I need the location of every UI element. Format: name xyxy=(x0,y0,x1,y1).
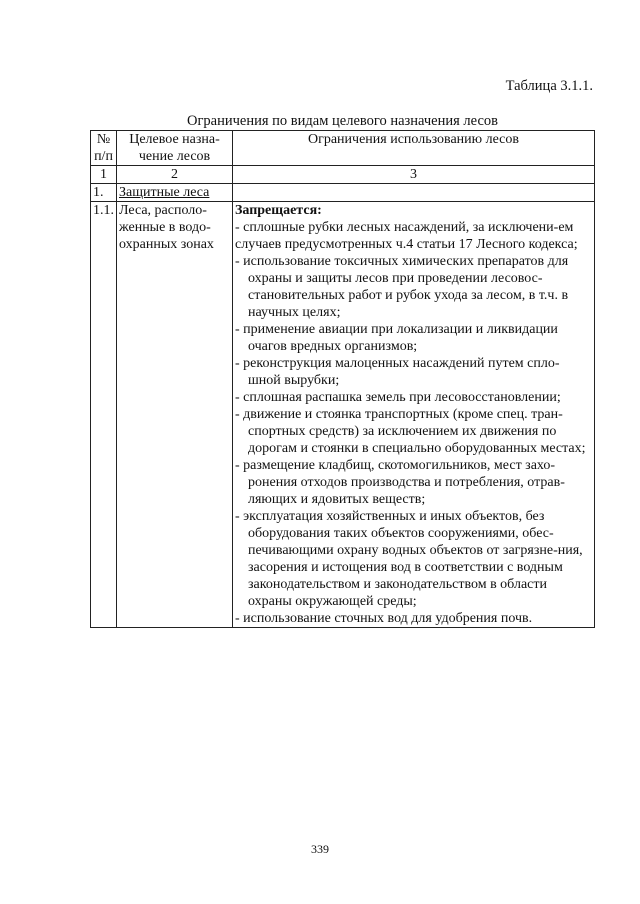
header-purpose: Целевое назна-чение лесов xyxy=(117,131,233,166)
restriction-item: - эксплуатация хозяйственных и иных объектов, без оборудования таких объектов сооружениями, обес-печивающими охрану водных объектов от загрязне-ния, засорения и истощения вод в соответствии с водным законодательством и законодательством в области охраны окружающей среды; xyxy=(235,509,583,609)
restriction-item: - сплошная распашка земель при лесовосстановлении; xyxy=(235,390,561,405)
restriction-item: - размещение кладбищ, скотомогильников, мест захо-ронения отходов производства и потребления, отрав-ляющих и ядовитых веществ; xyxy=(235,458,565,507)
header-restrictions: Ограничения использованию лесов xyxy=(233,131,595,166)
row-restrictions xyxy=(233,202,595,628)
header-number: № п/п xyxy=(91,131,117,166)
table-number: Таблица 3.1.1. xyxy=(505,78,593,94)
page-number: 339 xyxy=(311,842,329,856)
forbidden-heading: Запрещается: xyxy=(235,203,322,218)
restriction-item: - использование токсичных химических препаратов для охраны и защиты лесов при проведении лесовос-становительных работ и рубок ухода за лесом, в т.ч. в научных целях; xyxy=(235,254,569,320)
restriction-item: - реконструкция малоценных насаждений путем спло-шной вырубки; xyxy=(235,356,560,388)
column-index-3: 3 xyxy=(233,166,595,184)
table-header-row xyxy=(91,131,595,166)
table-row xyxy=(91,202,595,628)
section-row xyxy=(91,184,595,202)
restrictions-table xyxy=(90,130,595,628)
restriction-item: - движение и стоянка транспортных (кроме спец. тран-спортных средств) за исключением их движения по дорогам и стоянки в специально оборудованных местах; xyxy=(235,407,586,456)
restriction-item: - сплошные рубки лесных насаждений, за исключени-ем случаев предусмотренных ч.4 статьи 17 Лесного кодекса; xyxy=(235,220,578,252)
section-number: 1. xyxy=(91,184,117,202)
column-index-1: 1 xyxy=(91,166,117,184)
column-index-2: 2 xyxy=(117,166,233,184)
section-title: Защитные леса xyxy=(117,184,233,202)
restriction-item: - применение авиации при локализации и ликвидации очагов вредных организмов; xyxy=(235,322,558,354)
column-index-row xyxy=(91,166,595,184)
row-number: 1.1. xyxy=(91,202,117,628)
restriction-item: - использование сточных вод для удобрения почв. xyxy=(235,611,533,626)
section-empty-cell xyxy=(233,184,595,202)
table-caption: Ограничения по видам целевого назначения лесов xyxy=(187,113,498,129)
row-purpose: Леса, располо-женные в водо-охранных зонах xyxy=(117,202,233,628)
